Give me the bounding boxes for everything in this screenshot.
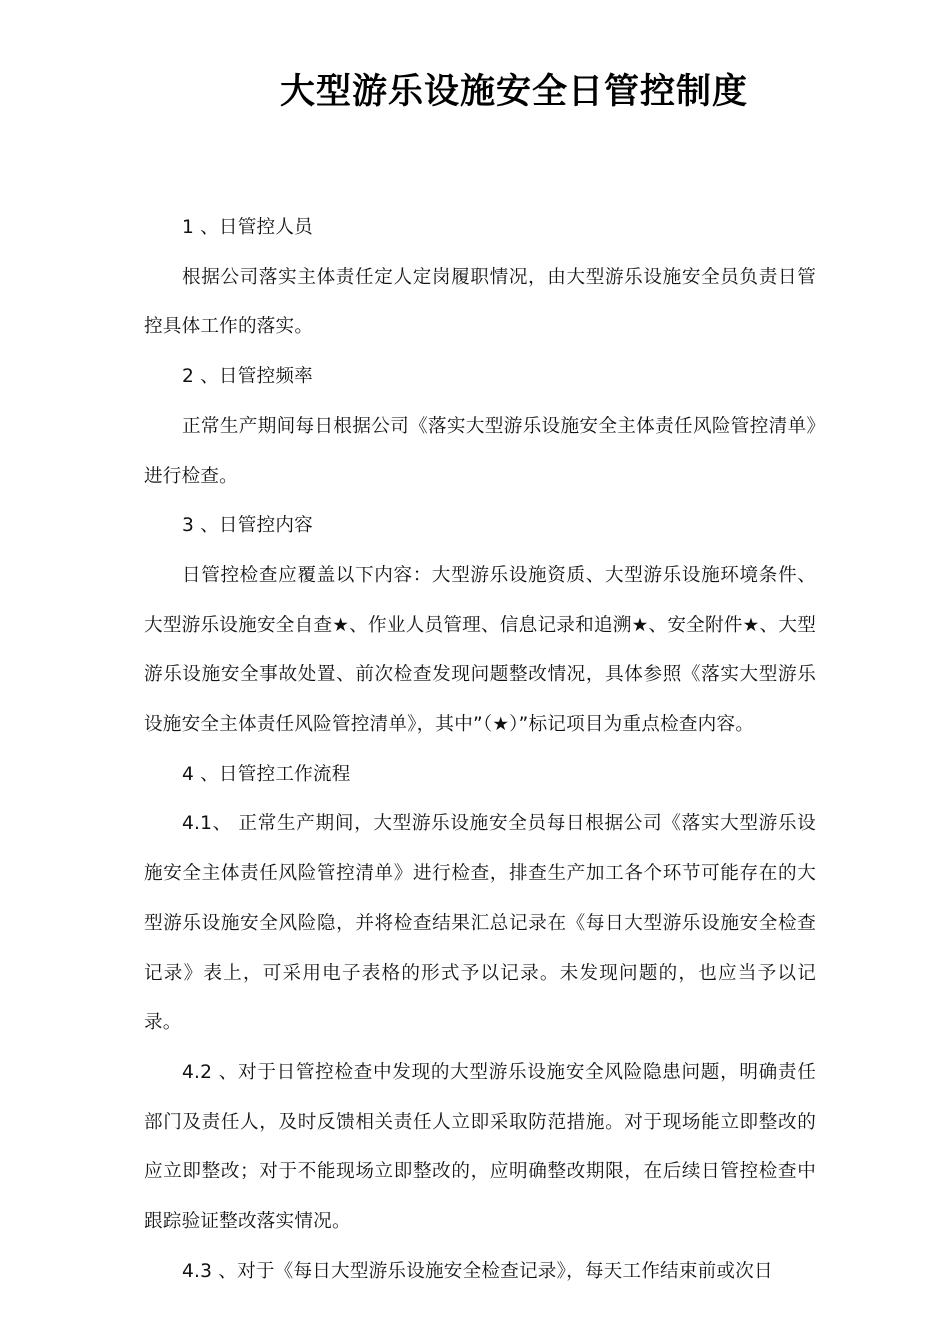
section-heading-frequency: 2 、日管控频率 — [182, 366, 313, 388]
document-title: 大型游乐设施安全日管控制度 — [279, 72, 748, 112]
paragraph-personnel: 根据公司落实主体责任定人定岗履职情况，由大型游乐设施安全员负责日管控具体工作的落实。 — [144, 266, 816, 338]
paragraph-frequency: 正常生产期间每日根据公司《落实大型游乐设施安全主体责任风险管控清单》进行检查。 — [144, 415, 816, 487]
paragraph-workflow-4-1: 4.1、 正常生产期间，大型游乐设施安全员每日根据公司《落实大型游乐设施安全主体责任风险管控清单》进行检查，排查生产加工各个环节可能存在的大型游乐设施安全风险隐，并将检查结果汇总记录在《每日大型游乐设施安全检查记录》表上，可采用电子表格的形式予以记录。未发现问题的，也应当予以记录。 — [144, 813, 816, 1034]
paragraph-workflow-4-2: 4.2 、对于日管控检查中发现的大型游乐设施安全风险隐患问题，明确责任部门及责任人，及时反馈相关责任人立即采取防范措施。对于现场能立即整改的应立即整改；对于不能现场立即整改的，应明确整改期限，在后续日管控检查中跟踪验证整改落实情况。 — [144, 1061, 816, 1233]
paragraph-content: 日管控检查应覆盖以下内容：大型游乐设施资质、大型游乐设施环境条件、大型游乐设施安全自查★、作业人员管理、信息记录和追溯★、安全附件★、大型游乐设施安全事故处置、前次检查发现问题整改情况，具体参照《落实大型游乐设施安全主体责任风险管控清单》，其中”（★）”标记项目为重点检查内容。 — [144, 564, 816, 736]
section-heading-content: 3 、日管控内容 — [182, 515, 313, 537]
document-body — [144, 203, 816, 1296]
section-heading-workflow: 4 、日管控工作流程 — [182, 763, 351, 785]
paragraph-workflow-4-3: 4.3 、对于《每日大型游乐设施安全检查记录》，每天工作结束前或次日 — [182, 1260, 773, 1282]
section-heading-personnel: 1 、日管控人员 — [182, 217, 313, 238]
